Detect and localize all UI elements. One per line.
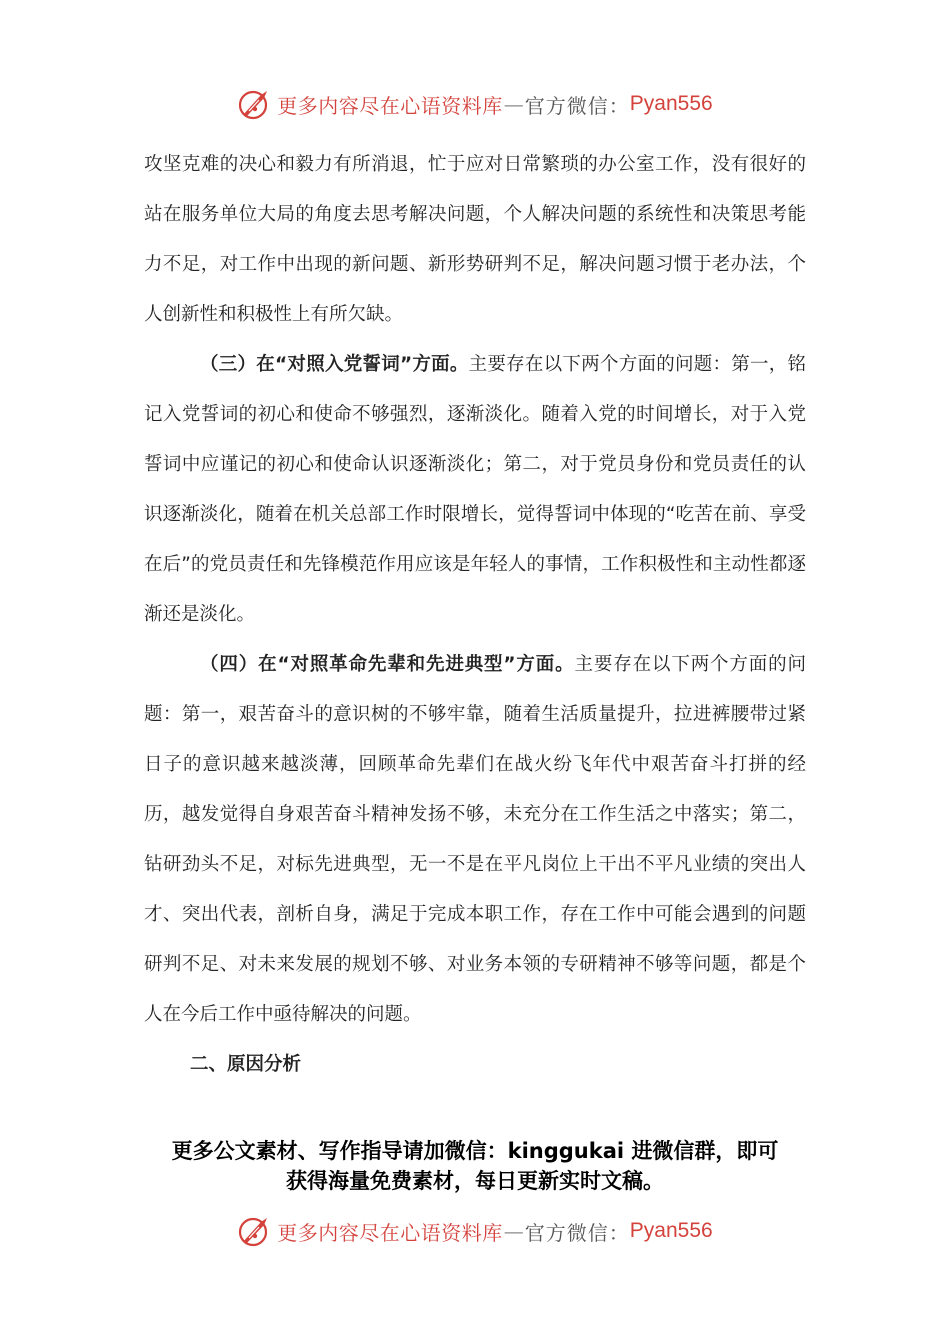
document-body <box>144 140 806 1090</box>
section-3-title: （三）在“对照入党誓词”方面。 <box>200 354 469 375</box>
banner-dash: — <box>503 1219 524 1243</box>
banner-brand-text: 更多内容尽在心语资料库 <box>277 93 503 118</box>
header-banner <box>0 84 950 124</box>
banner-wechat-label: 官方微信： <box>524 1220 630 1245</box>
quill-pen-logo-icon <box>237 87 271 121</box>
section-heading-cause-analysis: 二、原因分析 <box>190 1054 302 1075</box>
banner-brand-text: 更多内容尽在心语资料库 <box>277 1220 503 1245</box>
footer-banner <box>0 1211 950 1251</box>
promo-line-2: 获得海量免费素材，每日更新实时文稿。 <box>286 1169 664 1193</box>
banner-dash: — <box>503 92 524 116</box>
banner-wechat-id: Pyan556 <box>629 92 713 115</box>
promo-line-1: 更多公文素材、写作指导请加微信：kinggukai 进微信群，即可 <box>171 1139 779 1163</box>
section-4-text: 主要存在以下两个方面的问题：第一，艰苦奋斗的意识树的不够牢靠，随着生活质量提升，拉进裤腰带过紧日子的意识越来越淡薄，回顾革命先辈们在战火纷飞年代中艰苦奋斗打拼的经历，越发觉得自身艰苦奋斗精神发扬不够，未充分在工作生活之中落实；第二，钻研劲头不足，对标先进典型，无一不是在平凡岗位上干出不平凡业绩的突出人才、突出代表，剖析自身，满足于完成本职工作，存在工作中可能会遇到的问题研判不足、对未来发展的规划不够、对业务本领的专研精神不够等问题，都是个人在今后工作中亟待解决的问题。 <box>144 654 806 1025</box>
banner-wechat-id: Pyan556 <box>629 1219 713 1242</box>
quill-pen-logo-icon <box>237 1214 271 1248</box>
section-4-title: （四）在“对照革命先辈和先进典型”方面。 <box>200 654 575 675</box>
promo-notice <box>140 1136 810 1196</box>
paragraph-continued: 攻坚克难的决心和毅力有所消退，忙于应对日常繁琐的办公室工作，没有很好的站在服务单位大局的角度去思考解决问题，个人解决问题的系统性和决策思考能力不足，对工作中出现的新问题、新形势研判不足，解决问题习惯于老办法，个人创新性和积极性上有所欠缺。 <box>144 154 806 325</box>
paragraph-oath <box>144 340 806 640</box>
paragraph-pioneers <box>144 640 806 1040</box>
banner-wechat-label: 官方微信： <box>524 93 630 118</box>
section-3-text: 主要存在以下两个方面的问题：第一，铭记入党誓词的初心和使命不够强烈，逐渐淡化。随着入党的时间增长，对于入党誓词中应谨记的初心和使命认识逐渐淡化；第二，对于党员身份和党员责任的认识逐渐淡化，随着在机关总部工作时限增长，觉得誓词中体现的“吃苦在前、享受在后”的党员责任和先锋模范作用应该是年轻人的事情，工作积极性和主动性都逐渐还是淡化。 <box>144 354 806 625</box>
